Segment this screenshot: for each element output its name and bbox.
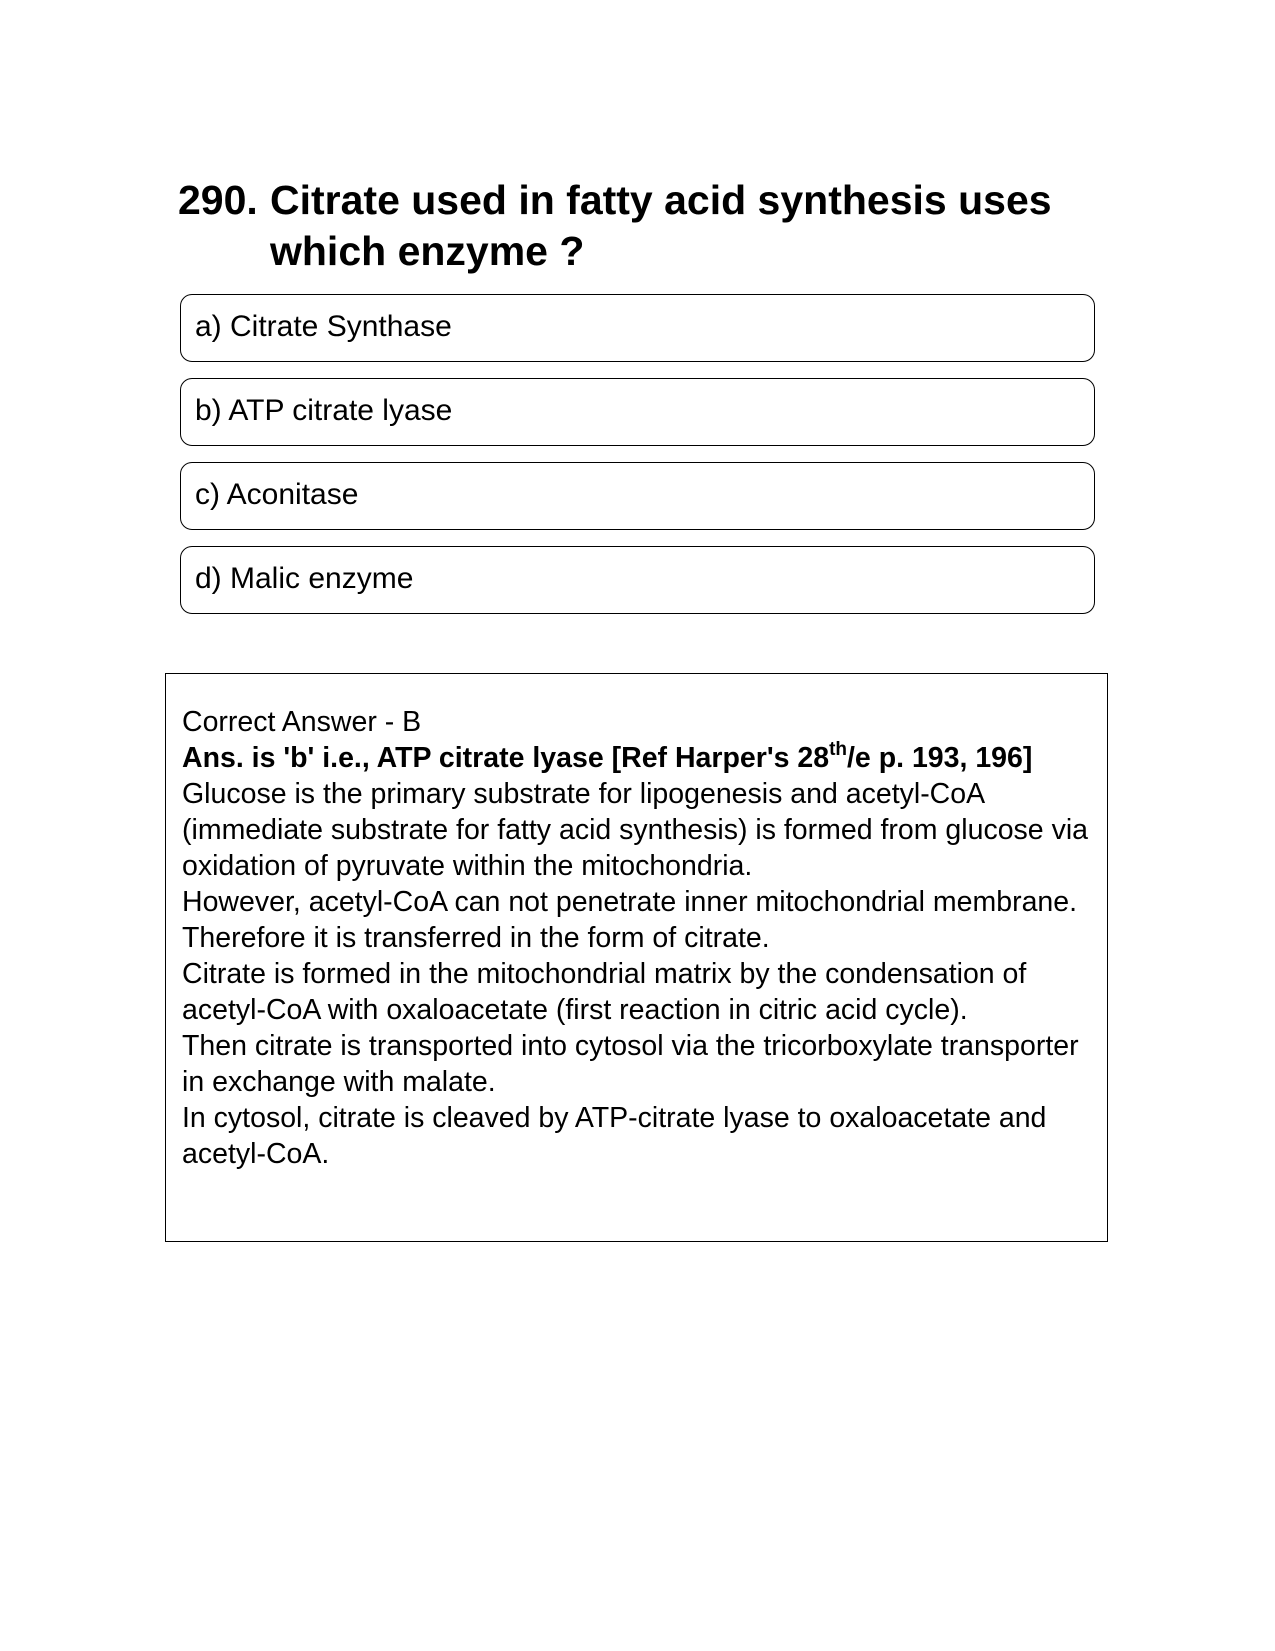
answer-explanation-box <box>165 673 1108 1242</box>
explanation-paragraph: Glucose is the primary substrate for lipogenesis and acetyl-CoA (immediate substrate for fatty acid synthesis) is formed from glucose via oxidation of pyruvate within the mitochondria. <box>182 778 1089 882</box>
answer-reference-superscript: th <box>829 739 848 760</box>
explanation-paragraph: However, acetyl-CoA can not penetrate inner mitochondrial membrane. <box>182 886 1078 918</box>
option-d[interactable]: d) Malic enzyme <box>180 546 1095 614</box>
explanation-paragraph: Then citrate is transported into cytosol via the tricorboxylate transporter in exchange with malate. <box>182 1030 1079 1098</box>
option-c[interactable]: c) Aconitase <box>180 462 1095 530</box>
answer-reference-suffix: /e p. 193, 196] <box>847 742 1033 774</box>
option-a[interactable]: a) Citrate Synthase <box>180 294 1095 362</box>
explanation-paragraph: In cytosol, citrate is cleaved by ATP-citrate lyase to oxaloacetate and acetyl-CoA. <box>182 1102 1047 1170</box>
question-number: 290. <box>178 177 258 223</box>
answer-reference-text: Ans. is 'b' i.e., ATP citrate lyase [Ref Harper's 28 <box>182 742 830 774</box>
explanation-paragraph: Citrate is formed in the mitochondrial matrix by the condensation of acetyl-CoA with oxaloacetate (first reaction in citric acid cycle). <box>182 958 1027 1026</box>
option-b[interactable]: b) ATP citrate lyase <box>180 378 1095 446</box>
explanation-paragraph: Therefore it is transferred in the form of citrate. <box>182 922 770 954</box>
question-heading <box>178 175 1098 277</box>
answer-reference-line <box>182 740 1095 776</box>
question-text: Citrate used in fatty acid synthesis uses which enzyme ? <box>270 177 1052 274</box>
correct-answer-line: Correct Answer - B <box>182 706 422 738</box>
